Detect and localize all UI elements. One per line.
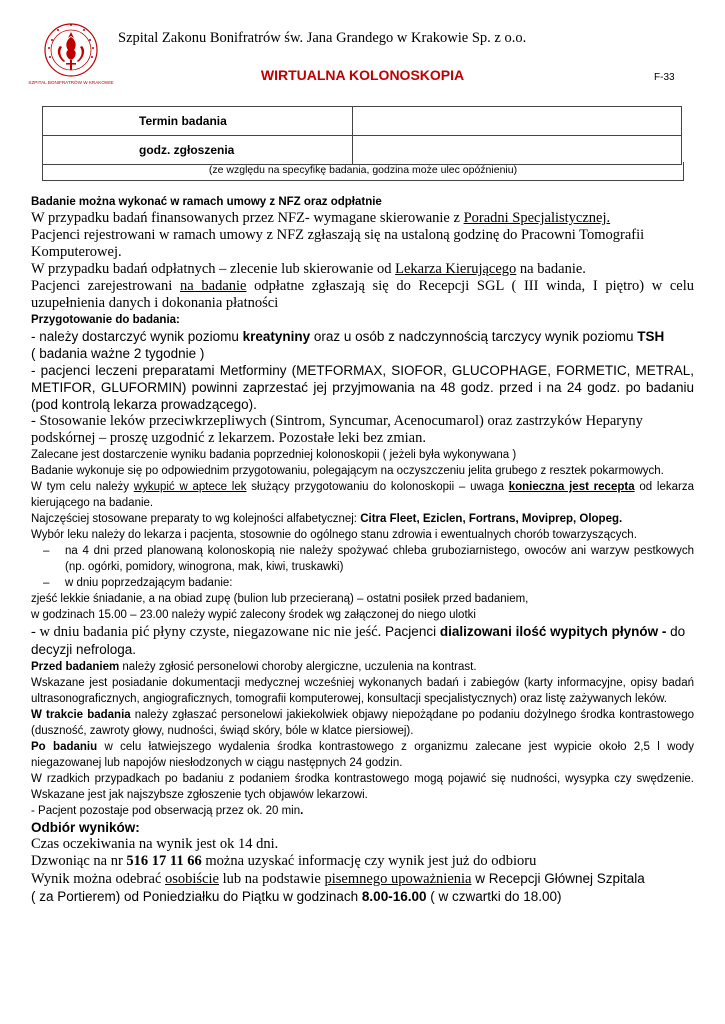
paragraph: W rzadkich przypadkach po badaniu z podaniem środka kontrastowego mogą pojawić się nudności, wysypka czy swędzenie. Wskazane jest jak najszybsze zgłoszenie tych objawów lekarzowi. [31,773,694,801]
paragraph: Dzwoniąc na nr 516 17 11 66 można uzyskać informację czy wynik jest już do odbioru [31,853,537,869]
hospital-name: Szpital Zakonu Bonifratrów św. Jana Grandego w Krakowie Sp. z o.o. [118,30,527,46]
term-value [353,107,682,136]
term-label: Termin badania [43,107,353,136]
list-item: – w dniu poprzedzającym badanie: [43,577,233,589]
paragraph: Zalecane jest dostarczenie wyniku badania poprzedniej kolonoskopii ( jeżeli była wykonywana ) [31,449,517,461]
paragraph: Badanie wykonuje się po odpowiednim przygotowaniu, polegającym na oczyszczeniu jelita grubego z resztek pokarmowych. [31,465,664,477]
paragraph: W przypadku badań odpłatnych – zlecenie lub skierowanie od Lekarza Kierującego na badanie. [31,261,586,277]
paragraph: Po badaniu w celu łatwiejszego wydalenia środka kontrastowego z organizmu zalecane jest wypicie około 2,5 l wody niegazowanej lub napojów niesłodzonych w ciągu następnych 24 godzin. [31,741,694,769]
paragraph: zjeść lekkie śniadanie, a na obiad zupę (bulion lub przecieraną) – ostatni posiłek przed badaniem, [31,593,529,605]
prep-heading: Przygotowanie do badania: [31,314,180,326]
appointment-row-hour [43,136,682,165]
document-body [31,194,694,905]
paragraph: W przypadku badań finansowanych przez NFZ- wymagane skierowanie z Poradni Specjalistycznej. [31,210,611,226]
paragraph: Pacjenci rejestrowani w ramach umowy z NFZ zgłaszają się na ustaloną godzinę do Pracowni Tomografii Komputerowej. [31,227,645,260]
paragraph: Wynik można odebrać osobiście lub na podstawie pisemnego upoważnienia w Recepcji Głównej Szpitala [31,871,645,887]
svg-text:SZPITAL BONIFRATRÓW W KRAKOWIE: SZPITAL BONIFRATRÓW W KRAKOWIE [28,80,114,85]
list-item: – na 4 dni przed planowaną kolonoskopią nie należy spożywać chleba gruboziarnistego, owoców ani warzyw pestkowych (np. ogórki, pomidory, winogrona, mak, kiwi, truskawki) [43,545,694,573]
form-code: F-33 [654,72,675,83]
paragraph: - pacjenci leczeni preparatami Metforminy (METFORMAX, SIOFOR, GLUCOPHAGE, FORMETIC, METRAL, METIFOR, GLUFORMIN) powinni zaprzestać jej przyjmowania na 48 godz. przed i na 24 godz. po badaniu (pod kontrolą lekarza prowadzącego). [31,363,694,412]
paragraph: Wskazane jest posiadanie dokumentacji medycznej wcześniej wykonanych badań i zabiegów (karty informacyjne, opisy badań ultrasonograficznych, angiograficznych, tomografii komputerowej, konsultacji specjalistycznych) oraz listę zażywanych leków. [31,677,694,705]
document-title: WIRTUALNA KOLONOSKOPIA [260,67,465,83]
paragraph: - Stosowanie leków przeciwkrzepliwych (Sintrom, Syncumar, Acenocumarol) oraz zastrzyków Heparyny podskórnej – proszę uzgodnić z lekarzem. Pozostałe leki bez zmian. [31,413,643,446]
paragraph: Wybór leku należy do lekarza i pacjenta, stosownie do ogólnego stanu zdrowia i ewentualnych chorób towarzyszących. [31,529,637,541]
appointment-table [42,106,682,165]
paragraph: Czas oczekiwania na wynik jest ok 14 dni. [31,836,279,852]
paragraph: w godzinach 15.00 – 23.00 należy wypić zalecony środek wg załączonej do niego ulotki [31,609,476,621]
paragraph: Przed badaniem należy zgłosić personelowi choroby alergiczne, uczulenia na kontrast. [31,661,477,673]
paragraph: ( za Portierem) od Poniedziałku do Piątku w godzinach 8.00-16.00 ( w czwartki do 18.00) [31,889,562,904]
paragraph: Najczęściej stosowane preparaty to wg kolejności alfabetycznej: Citra Fleet, Eziclen, Fortrans, Moviprep, Olopeg. [31,513,623,525]
delay-note: (ze względu na specyfikę badania, godzina może ulec opóźnieniu) [42,162,684,181]
paragraph: W trakcie badania należy zgłaszać personelowi jakiekolwiek objawy niepożądane po podaniu dożylnego środka kontrastowego (duszność, zawroty głowy, nudności, świąd skóry, bóle w klatce piersiowej). [31,709,694,737]
appointment-row-term [43,107,682,136]
paragraph: - Pacjent pozostaje pod obserwacją przez ok. 20 min. [31,805,304,817]
nfz-heading: Badanie można wykonać w ramach umowy z NFZ oraz odpłatnie [31,196,382,208]
paragraph: W tym celu należy wykupić w aptece lek służący przygotowaniu do kolonoskopii – uwaga konieczna jest recepta od lekarza kierującego na badanie. [31,481,694,509]
results-heading: Odbiór wyników: [31,820,140,835]
paragraph: - w dniu badania pić płyny czyste, niegazowane nic nie jeść. Pacjenci dializowani ilość wypitych płynów - do decyzji nefrologa. [31,624,686,657]
paragraph: Pacjenci zarejestrowani na badanie odpłatne zgłaszają się do Recepcji SGL ( III winda, I piętro) w celu uzupełnienia danych i dokonania płatności [31,278,694,311]
paragraph: - należy dostarczyć wynik poziomu kreatyniny oraz u osób z nadczynnością tarczycy wynik poziomu TSH ( badania ważne 2 tygodnie ) [31,329,665,361]
hour-value [353,136,682,165]
hour-label: godz. zgłoszenia [43,136,353,165]
